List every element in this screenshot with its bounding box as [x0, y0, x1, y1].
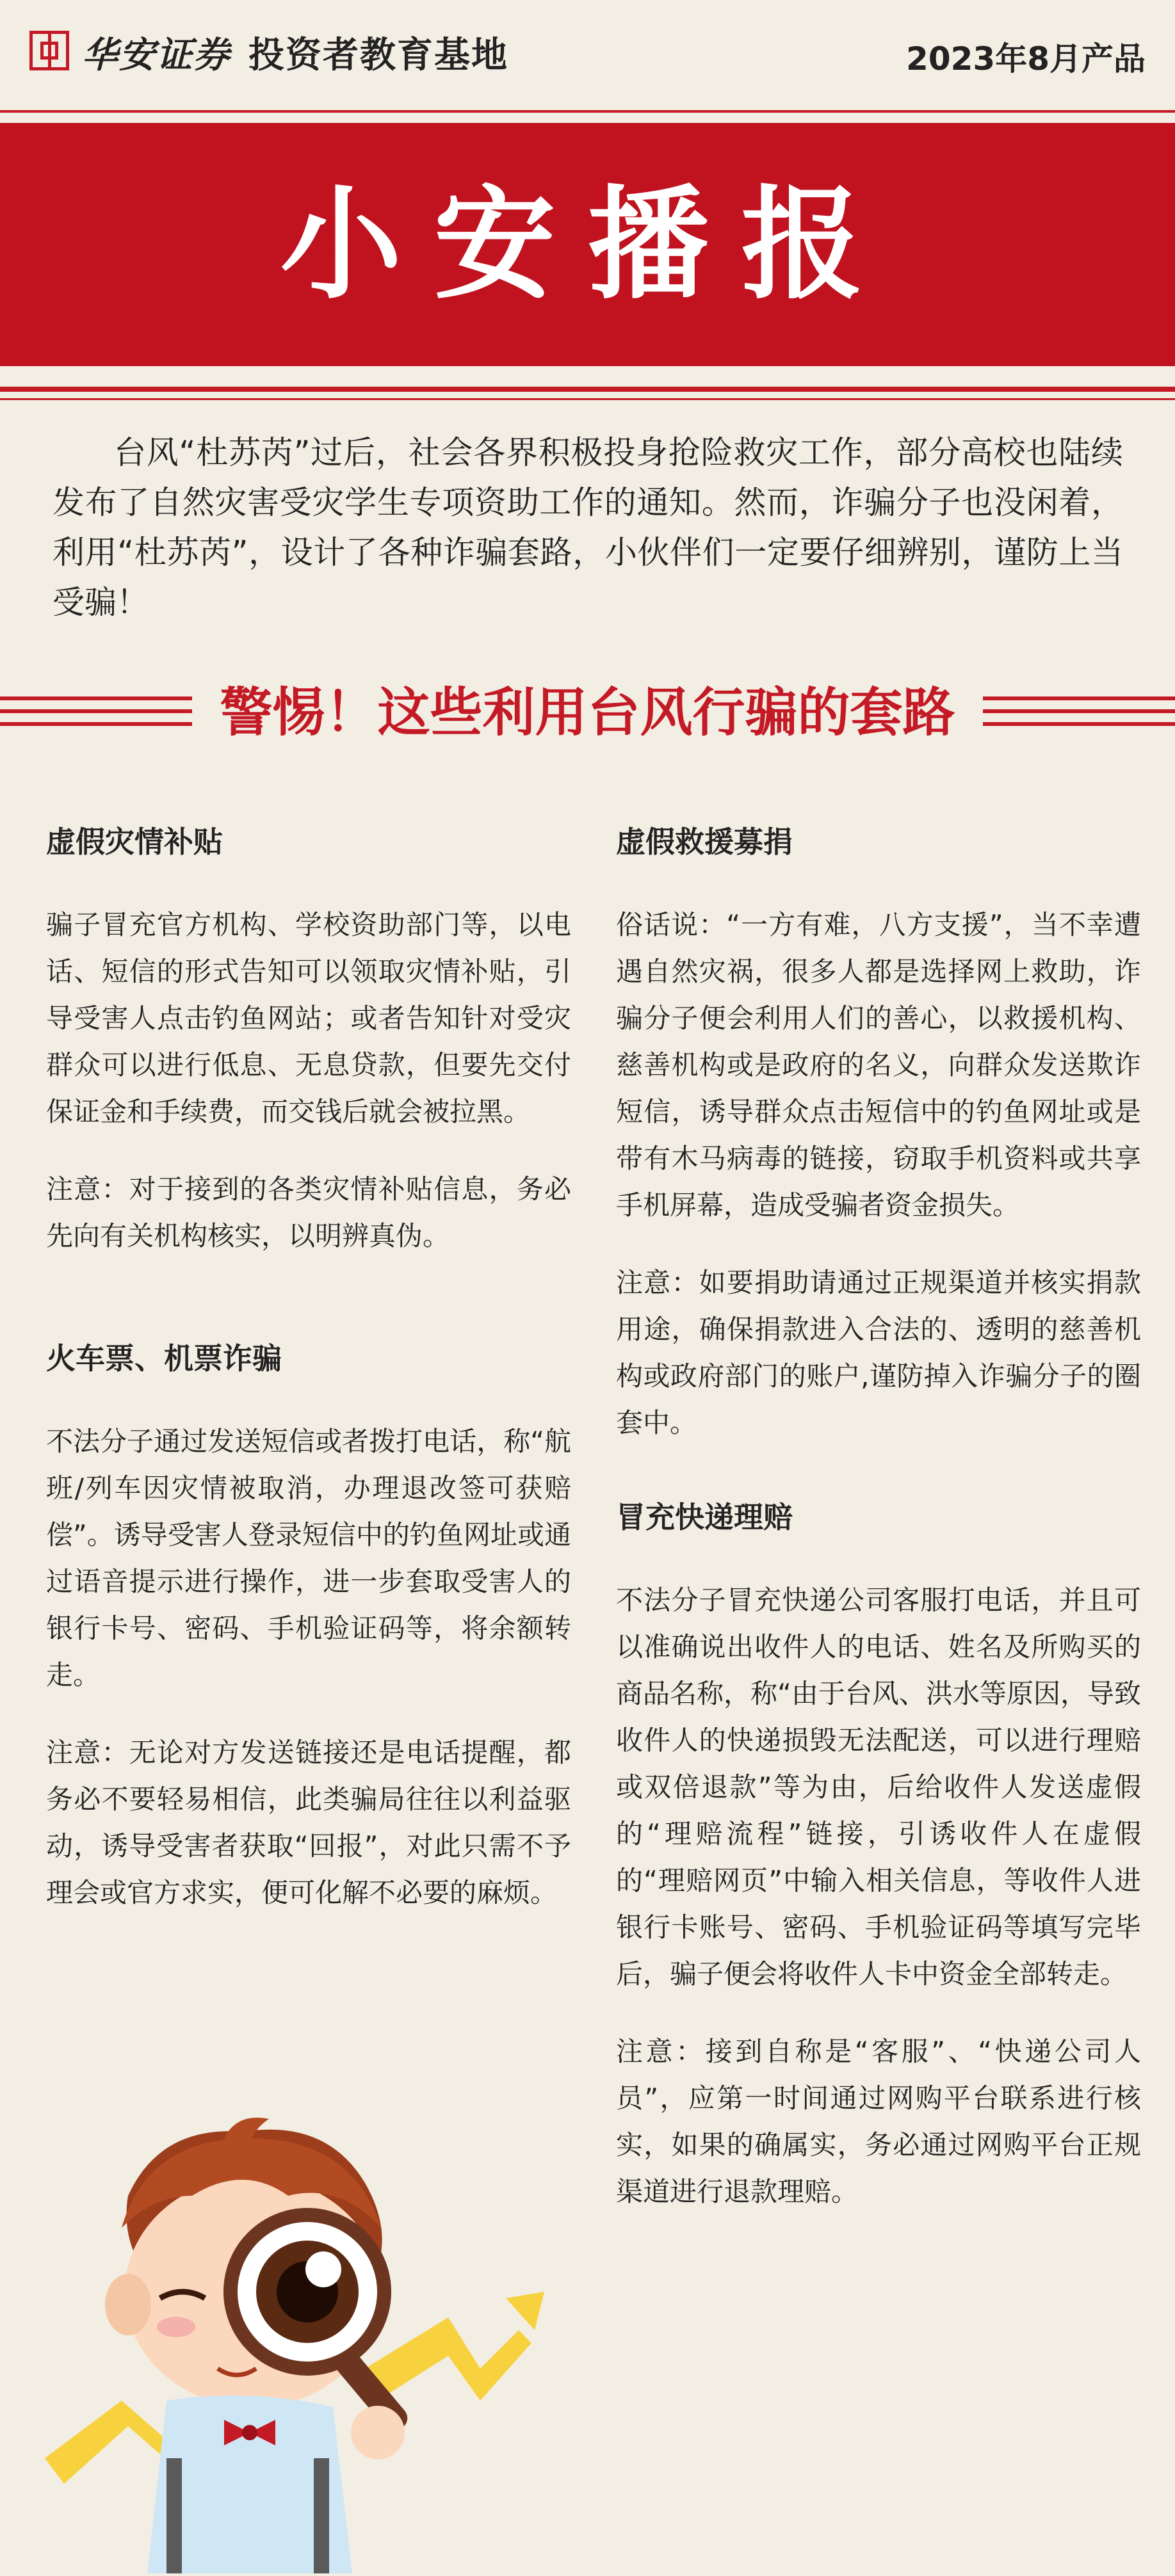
right-column	[616, 813, 1141, 2215]
section-title: 警惕！这些利用台风行骗的套路	[220, 682, 955, 743]
scam-note-express-claim: 注意：接到自称是“客服”、“快递公司人员”，应第一时间通过网购平台联系进行核实，如果的确属实，务必通过网购平台正规渠道进行退款理赔。	[616, 2036, 1141, 2207]
stripe-decoration-left	[0, 696, 192, 730]
product-date: 2023年8月产品	[906, 40, 1146, 77]
cartoon-boy-magnifier-icon	[32, 2100, 544, 2573]
brand-name: 华安证券	[82, 34, 231, 76]
scam-body-disaster-subsidy: 骗子冒充官方机构、学校资助部门等，以电话、短信的形式告知可以领取灾情补贴，引导受害人点击钓鱼网站；或者告知针对受灾群众可以进行低息、无息贷款，但要先交付保证金和手续费，而交钱后就会被拉黑。	[46, 909, 571, 1127]
banner-divider-thick	[0, 387, 1175, 392]
scam-note-fake-donation: 注意：如要捐助请通过正规渠道并核实捐款用途，确保捐款进入合法的、透明的慈善机构或政府部门的账户,谨防掉入诈骗分子的圈套中。	[616, 1267, 1141, 1438]
scam-title-disaster-subsidy: 虚假灾情补贴	[46, 825, 223, 859]
banner-title: 小安播报	[280, 173, 895, 316]
section-heading	[0, 677, 1175, 748]
header-divider	[0, 110, 1175, 113]
brand-logo-icon	[29, 31, 69, 70]
scam-note-ticket: 注意：无论对方发送链接还是电话提醒，都务必不要轻易相信，此类骗局往往以利益驱动，诱导受害者获取“回报”，对此只需不予理会或官方求实，便可化解不必要的麻烦。	[46, 1737, 571, 1908]
intro-paragraph: 台风“杜苏芮”过后，社会各界积极投身抢险救灾工作，部分高校也陆续发布了自然灾害受灾学生专项资助工作的通知。然而，诈骗分子也没闲着，利用“杜苏芮”，设计了各种诈骗套路，小伙伴们一定要仔细辨别，谨防上当受骗！	[53, 434, 1123, 621]
scam-title-express-claim: 冒充快递理赔	[616, 1500, 793, 1534]
scam-title-fake-donation: 虚假救援募捐	[616, 825, 793, 859]
scam-body-fake-donation: 俗话说：“一方有难，八方支援”，当不幸遭遇自然灾祸，很多人都是选择网上救助，诈骗分子便会利用人们的善心，以救援机构、慈善机构或是政府的名义，向群众发送欺诈短信，诱导群众点击短信中的钓鱼网址或是带有木马病毒的链接，窃取手机资料或共享手机屏幕，造成受骗者资金损失。	[616, 909, 1141, 1221]
left-column	[46, 813, 571, 1916]
scam-body-express-claim: 不法分子冒充快递公司客服打电话，并且可以准确说出收件人的电话、姓名及所购买的商品名称，称“由于台风、洪水等原因，导致收件人的快递损毁无法配送，可以进行理赔或双倍退款”等为由，后给收件人发送虚假的“理赔流程”链接，引诱收件人在虚假的“理赔网页”中输入相关信息，等收件人进银行卡账号、密码、手机验证码等填写完毕后，骗子便会将收件人卡中资金全部转走。	[616, 1584, 1141, 1990]
page-header	[0, 0, 1175, 109]
brand-subtitle: 投资者教育基地	[248, 35, 508, 76]
stripe-decoration-right	[983, 696, 1175, 730]
brand-title	[82, 27, 508, 78]
title-banner	[0, 123, 1175, 366]
scam-title-ticket: 火车票、机票诈骗	[46, 1341, 282, 1376]
scam-note-disaster-subsidy: 注意：对于接到的各类灾情补贴信息，务必先向有关机构核实，以明辨真伪。	[46, 1173, 571, 1252]
scam-body-ticket: 不法分子通过发送短信或者拨打电话，称“航班/列车因灾情被取消，办理退改签可获赔偿”。诱导受害人登录短信中的钓鱼网址或通过语音提示进行操作，进一步套取受害人的银行卡号、密码、手机验证码等，将余额转走。	[46, 1426, 571, 1691]
banner-divider-thin	[0, 398, 1175, 400]
